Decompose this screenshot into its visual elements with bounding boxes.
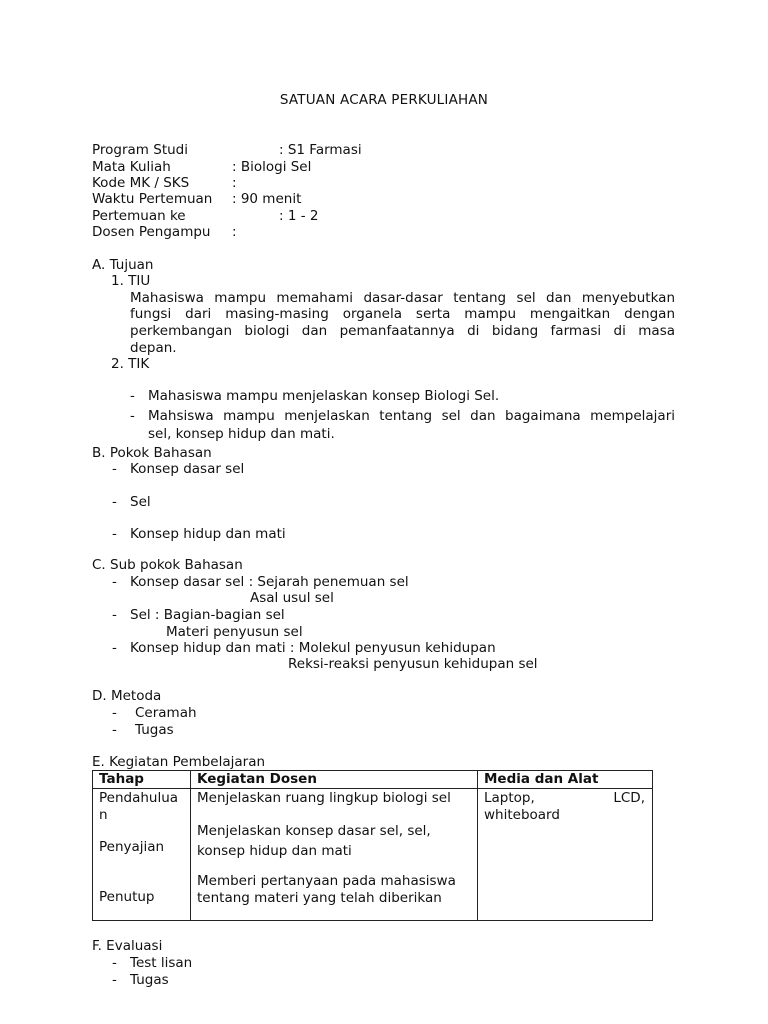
column-header-tahap: Tahap xyxy=(93,771,191,789)
sub-pokok-item: Sel : Bagian-bagian sel xyxy=(130,607,285,623)
metoda-item: Ceramah xyxy=(135,705,197,721)
tahap-text: Penyajian xyxy=(99,839,165,855)
pokok-item: Sel xyxy=(130,494,151,510)
bullet-dash: - xyxy=(112,722,117,738)
sub-pokok-subitem: Asal usul sel xyxy=(250,590,334,606)
tahap-cell xyxy=(93,789,191,921)
bullet-dash: - xyxy=(130,408,135,424)
field-value: : xyxy=(232,175,237,191)
section-heading-evaluasi: F. Evaluasi xyxy=(92,938,163,954)
bullet-dash: - xyxy=(112,574,117,590)
field-value: : S1 Farmasi xyxy=(279,142,362,158)
media-text: Laptop, xyxy=(484,790,535,806)
table-header-row xyxy=(93,771,653,789)
evaluasi-item: Test lisan xyxy=(130,955,193,971)
bullet-dash: - xyxy=(112,607,117,623)
media-text: LCD, xyxy=(613,790,645,806)
table-row xyxy=(93,789,653,921)
section-heading-pokok: B. Pokok Bahasan xyxy=(92,445,212,461)
tiu-line: perkembangan biologi dan pemanfaatannya di bidang farmasi di masa xyxy=(130,323,675,339)
media-cell xyxy=(478,789,653,921)
section-heading-kegiatan: E. Kegiatan Pembelajaran xyxy=(92,754,266,770)
bullet-dash: - xyxy=(112,461,117,477)
tahap-text: n xyxy=(99,807,108,823)
kegiatan-text: Menjelaskan konsep dasar sel, sel, xyxy=(197,823,431,839)
field-label: Kode MK / SKS xyxy=(92,175,190,191)
tiu-line: depan. xyxy=(130,340,177,356)
bullet-dash: - xyxy=(112,640,117,656)
field-value: : 1 - 2 xyxy=(279,208,319,224)
bullet-dash: - xyxy=(112,955,117,971)
field-label: Dosen Pengampu xyxy=(92,224,211,240)
media-text: whiteboard xyxy=(484,807,560,823)
tahap-text: Pendahulua xyxy=(99,790,179,806)
media-line xyxy=(484,790,645,807)
bullet-dash: - xyxy=(112,526,117,542)
kegiatan-text: Memberi pertanyaan pada mahasiswa xyxy=(197,873,456,889)
kegiatan-text: konsep hidup dan mati xyxy=(197,843,352,859)
sub-pokok-subitem: Materi penyusun sel xyxy=(166,624,303,640)
section-heading-tujuan: A. Tujuan xyxy=(92,257,154,273)
document-title: SATUAN ACARA PERKULIAHAN xyxy=(279,92,489,108)
field-label: Program Studi xyxy=(92,142,188,158)
kegiatan-text: tentang materi yang telah diberikan xyxy=(197,890,442,906)
field-value: : xyxy=(232,224,237,240)
field-label: Pertemuan ke xyxy=(92,208,186,224)
tik-item-continuation: sel, konsep hidup dan mati. xyxy=(148,426,335,442)
kegiatan-cell xyxy=(191,789,478,921)
column-header-kegiatan: Kegiatan Dosen xyxy=(191,771,478,789)
sub-pokok-subitem: Reksi-reaksi penyusun kehidupan sel xyxy=(288,656,538,672)
kegiatan-table xyxy=(92,770,653,921)
evaluasi-item: Tugas xyxy=(130,972,169,988)
tiu-label: 1. TIU xyxy=(111,273,151,289)
kegiatan-text: Menjelaskan ruang lingkup biologi sel xyxy=(197,790,451,806)
tiu-line: Mahasiswa mampu memahami dasar-dasar tentang sel dan menyebutkan xyxy=(130,290,675,306)
bullet-dash: - xyxy=(112,705,117,721)
column-header-media: Media dan Alat xyxy=(478,771,653,789)
field-value: : 90 menit xyxy=(232,191,302,207)
tiu-line: fungsi dari masing-masing organela serta mampu mengaitkan dengan xyxy=(130,306,675,322)
bullet-dash: - xyxy=(112,494,117,510)
pokok-item: Konsep hidup dan mati xyxy=(130,526,286,542)
field-value: : Biologi Sel xyxy=(232,159,312,175)
sub-pokok-item: Konsep hidup dan mati : Molekul penyusun kehidupan xyxy=(130,640,496,656)
field-label: Mata Kuliah xyxy=(92,159,171,175)
bullet-dash: - xyxy=(130,388,135,404)
sub-pokok-item: Konsep dasar sel : Sejarah penemuan sel xyxy=(130,574,409,590)
metoda-item: Tugas xyxy=(135,722,174,738)
tik-label: 2. TIK xyxy=(111,356,150,372)
field-label: Waktu Pertemuan xyxy=(92,191,213,207)
tik-item: Mahasiswa mampu menjelaskan konsep Biologi Sel. xyxy=(148,388,500,404)
tik-item: Mahsiswa mampu menjelaskan tentang sel dan bagaimana mempelajari xyxy=(148,408,675,424)
bullet-dash: - xyxy=(112,972,117,988)
section-heading-sub-pokok: C. Sub pokok Bahasan xyxy=(92,557,243,573)
section-heading-metoda: D. Metoda xyxy=(92,688,162,704)
tahap-text: Penutup xyxy=(99,889,155,905)
pokok-item: Konsep dasar sel xyxy=(130,461,245,477)
